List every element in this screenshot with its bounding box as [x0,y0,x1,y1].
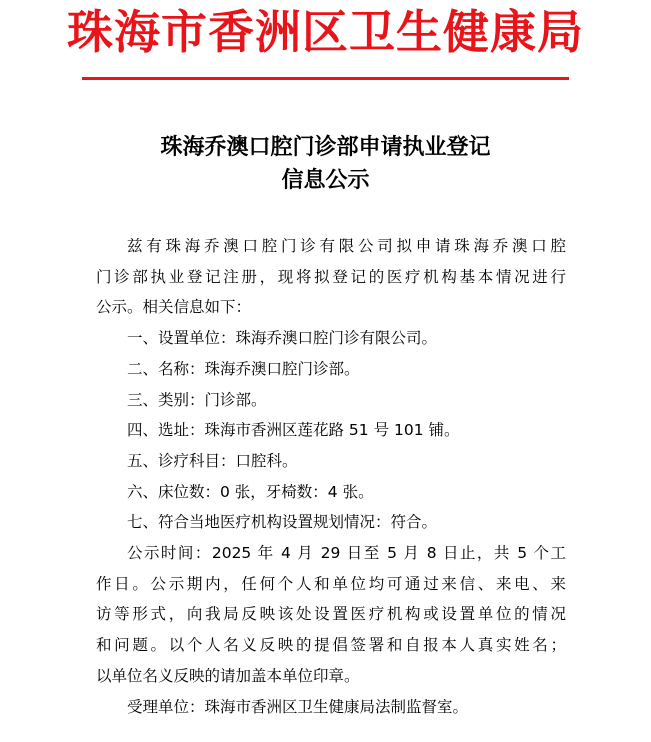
period-line: 以单位名义反映的请加盖本单位印章。 [96,666,360,685]
publicity-period-paragraph [96,538,566,692]
document-body [96,231,566,722]
info-item-name: 二、名称：珠海乔澳口腔门诊部。 [127,359,360,378]
masthead-org-name: 珠海市香洲区卫生健康局 [67,5,584,59]
info-list [96,323,566,538]
intro-line: 公示。相关信息如下： [96,298,252,317]
info-item-setup-unit: 一、设置单位：珠海乔澳口腔门诊有限公司。 [127,329,438,348]
intro-paragraph [96,231,566,323]
info-item-beds-chairs: 六、床位数：0 张，牙椅数：4 张。 [127,482,374,501]
receiver-paragraph [96,692,566,723]
intro-line: 兹有珠海乔澳口腔门诊有限公司拟申请珠海乔澳口腔 [127,237,566,255]
period-line: 公示时间：2025 年 4 月 29 日至 5 月 8 日止，共 5 个工 [127,544,566,563]
info-item-category: 三、类别：门诊部。 [127,390,267,409]
intro-line: 门诊部执业登记注册，现将拟登记的医疗机构基本情况进行 [96,267,566,286]
info-item-planning-compliance: 七、符合当地医疗机构设置规划情况：符合。 [127,513,438,532]
document-title-line-2: 信息公示 [281,167,370,193]
period-line: 和问题。以个人名义反映的提倡签署和自报本人真实姓名； [96,636,566,655]
info-item-address: 四、选址：珠海市香洲区莲花路 51 号 101 铺。 [127,421,460,440]
period-line: 访等形式，向我局反映该处设置医疗机构或设置单位的情况 [96,605,566,624]
masthead-red-rule [82,77,569,80]
document-title-line-1: 珠海乔澳口腔门诊部申请执业登记 [160,134,491,160]
info-item-departments: 五、诊疗科目：口腔科。 [127,451,298,470]
period-line: 作日。公示期内，任何个人和单位均可通过来信、来电、来 [96,574,566,593]
receiver-unit: 受理单位：珠海市香洲区卫生健康局法制监督室。 [127,697,469,716]
